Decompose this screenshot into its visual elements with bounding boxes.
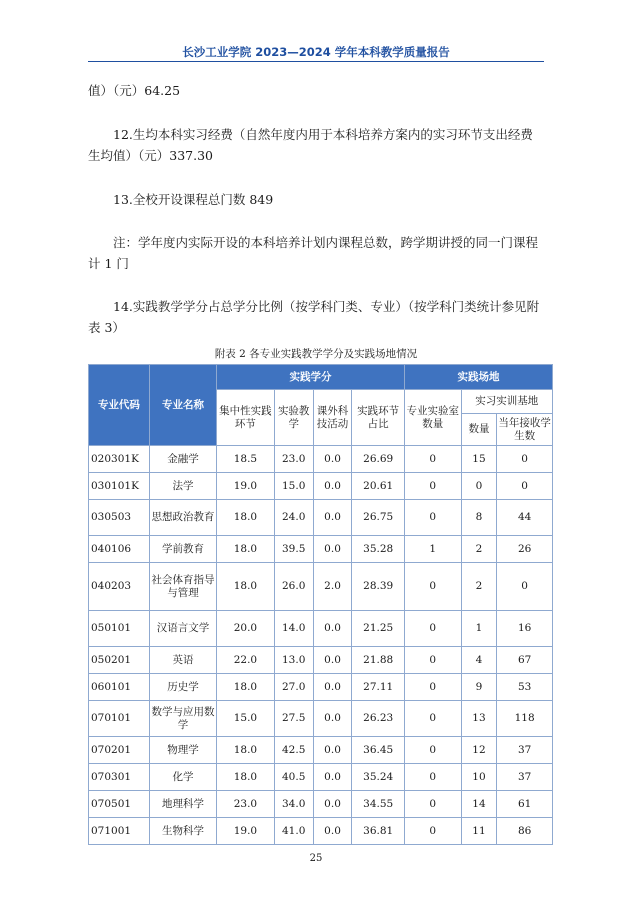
value-cell: 18.0 — [217, 536, 275, 563]
practice-table — [88, 364, 553, 845]
value-cell: 19.0 — [217, 818, 275, 845]
value-cell: 0.0 — [313, 500, 352, 536]
value-cell: 18.0 — [217, 764, 275, 791]
major-code-cell: 060101 — [89, 674, 150, 701]
major-code-cell: 020301K — [89, 446, 150, 473]
table-row — [89, 500, 553, 536]
major-name-cell: 社会体育指导与管理 — [149, 563, 216, 611]
value-cell: 0 — [404, 674, 461, 701]
header-rule — [88, 61, 544, 62]
header-code: 专业代码 — [89, 365, 150, 446]
paragraph-2: 12.生均本科实习经费（自然年度内用于本科培养方案内的实习环节支出经费生均值）（元）337.30 — [88, 127, 533, 163]
value-cell: 35.24 — [352, 764, 404, 791]
value-cell: 24.0 — [274, 500, 313, 536]
header-name: 专业名称 — [149, 365, 216, 446]
major-code-cell: 070501 — [89, 791, 150, 818]
value-cell: 0 — [404, 791, 461, 818]
header-practice-sites: 实践场地 — [404, 365, 552, 390]
value-cell: 26.23 — [352, 701, 404, 737]
table-row — [89, 473, 553, 500]
value-cell: 53 — [497, 674, 553, 701]
table-row — [89, 791, 553, 818]
value-cell: 15.0 — [217, 701, 275, 737]
value-cell: 18.0 — [217, 563, 275, 611]
major-name-cell: 思想政治教育 — [149, 500, 216, 536]
major-name-cell: 历史学 — [149, 674, 216, 701]
table-row — [89, 563, 553, 611]
value-cell: 86 — [497, 818, 553, 845]
value-cell: 28.39 — [352, 563, 404, 611]
value-cell: 0.0 — [313, 818, 352, 845]
value-cell: 27.5 — [274, 701, 313, 737]
header-labs: 专业实验室数量 — [404, 390, 461, 446]
value-cell: 22.0 — [217, 647, 275, 674]
value-cell: 44 — [497, 500, 553, 536]
report-header: 长沙工业学院 2023—2024 学年本科教学质量报告 — [182, 45, 450, 59]
value-cell: 37 — [497, 737, 553, 764]
major-code-cell: 040106 — [89, 536, 150, 563]
header-base-count: 数量 — [461, 414, 497, 446]
value-cell: 0 — [404, 647, 461, 674]
paragraph-5: 14.实践教学学分占总学分比例（按学科门类、专业）（按学科门类统计参见附表 3） — [88, 299, 540, 335]
table-row — [89, 674, 553, 701]
table-row — [89, 536, 553, 563]
value-cell: 20.0 — [217, 611, 275, 647]
value-cell: 0.0 — [313, 446, 352, 473]
major-code-cell: 050201 — [89, 647, 150, 674]
value-cell: 0 — [404, 737, 461, 764]
value-cell: 0 — [404, 701, 461, 737]
value-cell: 20.61 — [352, 473, 404, 500]
value-cell: 2 — [461, 563, 497, 611]
major-code-cell: 070101 — [89, 701, 150, 737]
value-cell: 41.0 — [274, 818, 313, 845]
table-caption: 附表 2 各专业实践教学学分及实践场地情况 — [214, 348, 418, 360]
value-cell: 36.45 — [352, 737, 404, 764]
value-cell: 0.0 — [313, 611, 352, 647]
value-cell: 0.0 — [313, 764, 352, 791]
value-cell: 15.0 — [274, 473, 313, 500]
table-row — [89, 611, 553, 647]
major-name-cell: 法学 — [149, 473, 216, 500]
value-cell: 18.0 — [217, 674, 275, 701]
value-cell: 19.0 — [217, 473, 275, 500]
value-cell: 21.88 — [352, 647, 404, 674]
table-row — [89, 647, 553, 674]
value-cell: 0.0 — [313, 473, 352, 500]
value-cell: 35.28 — [352, 536, 404, 563]
major-code-cell: 050101 — [89, 611, 150, 647]
value-cell: 0 — [404, 446, 461, 473]
value-cell: 34.0 — [274, 791, 313, 818]
value-cell: 18.0 — [217, 500, 275, 536]
value-cell: 0 — [404, 473, 461, 500]
major-name-cell: 金融学 — [149, 446, 216, 473]
value-cell: 0 — [404, 764, 461, 791]
value-cell: 9 — [461, 674, 497, 701]
value-cell: 0.0 — [313, 536, 352, 563]
table-row — [89, 701, 553, 737]
value-cell: 0 — [404, 563, 461, 611]
value-cell: 26 — [497, 536, 553, 563]
value-cell: 0 — [497, 473, 553, 500]
value-cell: 37 — [497, 764, 553, 791]
value-cell: 36.81 — [352, 818, 404, 845]
value-cell: 0.0 — [313, 674, 352, 701]
value-cell: 2 — [461, 536, 497, 563]
header-base-students: 当年接收学生数 — [497, 414, 553, 446]
value-cell: 27.0 — [274, 674, 313, 701]
header-concentrated: 集中性实践环节 — [217, 390, 275, 446]
value-cell: 4 — [461, 647, 497, 674]
value-cell: 0 — [497, 446, 553, 473]
table-row — [89, 764, 553, 791]
table-row — [89, 446, 553, 473]
paragraph-1: 值）（元）64.25 — [88, 83, 181, 98]
value-cell: 13.0 — [274, 647, 313, 674]
major-code-cell: 071001 — [89, 818, 150, 845]
value-cell: 10 — [461, 764, 497, 791]
major-code-cell: 070301 — [89, 764, 150, 791]
value-cell: 26.75 — [352, 500, 404, 536]
value-cell: 11 — [461, 818, 497, 845]
value-cell: 14 — [461, 791, 497, 818]
value-cell: 18.5 — [217, 446, 275, 473]
value-cell: 27.11 — [352, 674, 404, 701]
major-name-cell: 数学与应用数学 — [149, 701, 216, 737]
value-cell: 18.0 — [217, 737, 275, 764]
major-name-cell: 英语 — [149, 647, 216, 674]
value-cell: 0.0 — [313, 701, 352, 737]
table-row — [89, 737, 553, 764]
value-cell: 34.55 — [352, 791, 404, 818]
major-code-cell: 070201 — [89, 737, 150, 764]
major-code-cell: 030101K — [89, 473, 150, 500]
value-cell: 1 — [404, 536, 461, 563]
value-cell: 21.25 — [352, 611, 404, 647]
value-cell: 118 — [497, 701, 553, 737]
value-cell: 0 — [461, 473, 497, 500]
header-practice-credits: 实践学分 — [217, 365, 405, 390]
value-cell: 26.0 — [274, 563, 313, 611]
value-cell: 8 — [461, 500, 497, 536]
value-cell: 0 — [404, 818, 461, 845]
page-number: 25 — [309, 853, 323, 864]
header-experiment: 实验教学 — [274, 390, 313, 446]
major-name-cell: 地理科学 — [149, 791, 216, 818]
major-name-cell: 学前教育 — [149, 536, 216, 563]
value-cell: 0.0 — [313, 791, 352, 818]
value-cell: 39.5 — [274, 536, 313, 563]
value-cell: 23.0 — [274, 446, 313, 473]
value-cell: 61 — [497, 791, 553, 818]
value-cell: 0.0 — [313, 737, 352, 764]
major-name-cell: 化学 — [149, 764, 216, 791]
major-code-cell: 030503 — [89, 500, 150, 536]
value-cell: 0.0 — [313, 647, 352, 674]
value-cell: 26.69 — [352, 446, 404, 473]
value-cell: 0 — [404, 500, 461, 536]
major-name-cell: 汉语言文学 — [149, 611, 216, 647]
table-body — [89, 446, 553, 845]
header-extracurricular: 课外科技活动 — [313, 390, 352, 446]
value-cell: 15 — [461, 446, 497, 473]
paragraph-4: 注：学年度内实际开设的本科培养计划内课程总数，跨学期讲授的同一门课程计 1 门 — [88, 235, 539, 271]
value-cell: 23.0 — [217, 791, 275, 818]
paragraph-3: 13.全校开设课程总门数 849 — [113, 192, 274, 207]
header-ratio: 实践环节占比 — [352, 390, 404, 446]
header-bases: 实习实训基地 — [461, 390, 552, 414]
value-cell: 0 — [404, 611, 461, 647]
value-cell: 1 — [461, 611, 497, 647]
value-cell: 16 — [497, 611, 553, 647]
value-cell: 2.0 — [313, 563, 352, 611]
value-cell: 14.0 — [274, 611, 313, 647]
major-name-cell: 生物科学 — [149, 818, 216, 845]
value-cell: 13 — [461, 701, 497, 737]
major-code-cell: 040203 — [89, 563, 150, 611]
value-cell: 42.5 — [274, 737, 313, 764]
table-row — [89, 818, 553, 845]
value-cell: 40.5 — [274, 764, 313, 791]
value-cell: 67 — [497, 647, 553, 674]
value-cell: 0 — [497, 563, 553, 611]
major-name-cell: 物理学 — [149, 737, 216, 764]
value-cell: 12 — [461, 737, 497, 764]
